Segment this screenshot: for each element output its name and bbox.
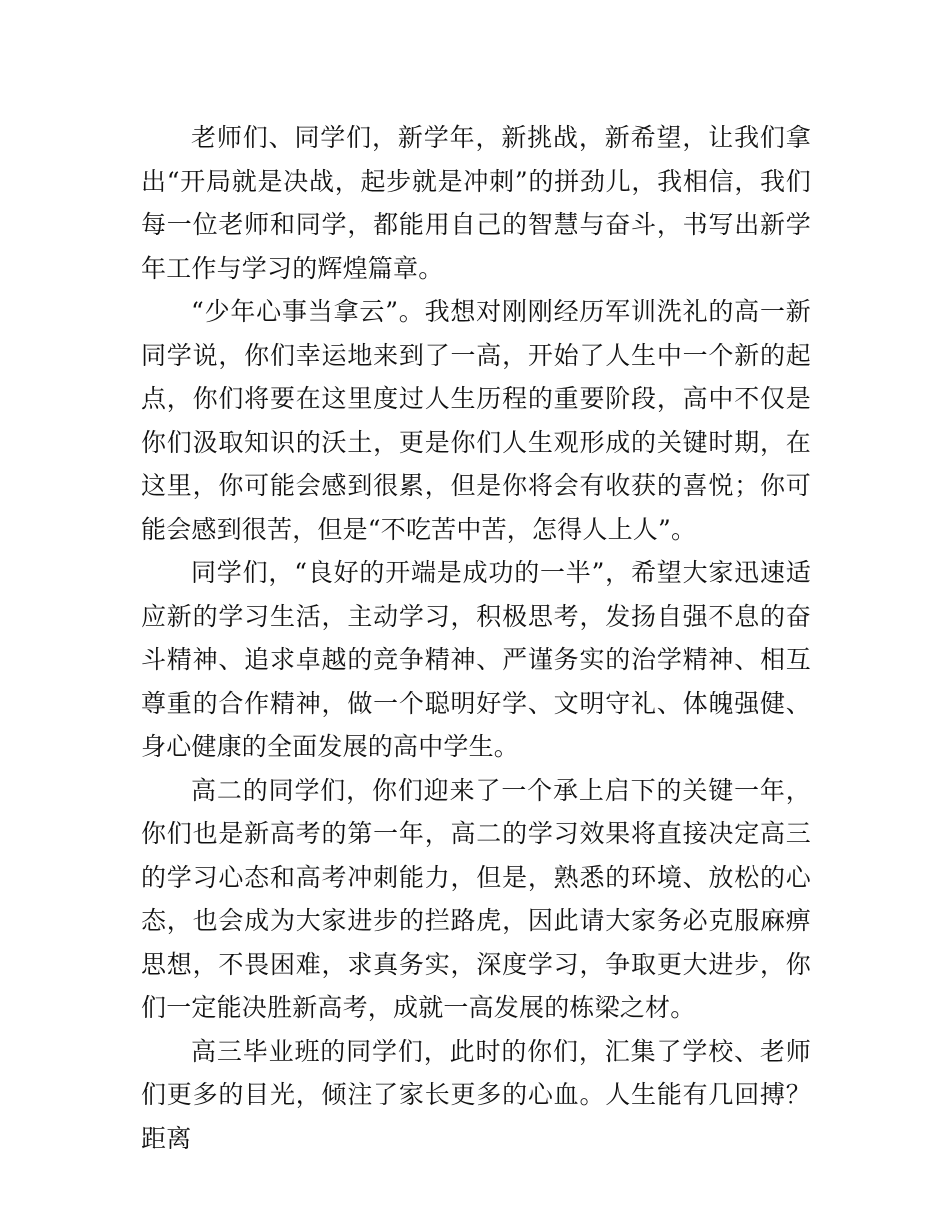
paragraph-3: 同学们，“良好的开端是成功的一半”，希望大家迅速适应新的学习生活，主动学习，积极思考，发扬自强不息的奋斗精神、追求卓越的竞争精神、严谨务实的治学精神、相互尊重的合作精神，做一个聪明好学、文明守礼、体魄强健、身心健康的全面发展的高中学生。 (141, 558, 811, 761)
paragraph-5: 高三毕业班的同学们，此时的你们，汇集了学校、老师们更多的目光，倾注了家长更多的心血。人生能有几回搏？距离 (141, 1036, 811, 1153)
paragraph-4: 高二的同学们，你们迎来了一个承上启下的关键一年，你们也是新高考的第一年，高二的学习效果将直接决定高三的学习心态和高考冲刺能力，但是，熟悉的环境、放松的心态，也会成为大家进步的拦路虎，因此请大家务必克服麻痹思想，不畏困难，求真务实，深度学习，争取更大进步，你们一定能决胜新高考，成就一高发展的栋梁之材。 (141, 775, 811, 1022)
paragraph-1: 老师们、同学们，新学年，新挑战，新希望，让我们拿出“开局就是决战，起步就是冲刺”的拼劲儿，我相信，我们每一位老师和同学，都能用自己的智慧与奋斗，书写出新学年工作与学习的辉煌篇章。 (141, 123, 811, 283)
document-body (141, 116, 811, 1160)
paragraph-2: “少年心事当拿云”。我想对刚刚经历军训洗礼的高一新同学说，你们幸运地来到了一高，开始了人生中一个新的起点，你们将要在这里度过人生历程的重要阶段，高中不仅是你们汲取知识的沃土，更是你们人生观形成的关键时期，在这里，你可能会感到很累，但是你将会有收获的喜悦；你可能会感到很苦，但是“不吃苦中苦，怎得人上人”。 (141, 297, 811, 544)
